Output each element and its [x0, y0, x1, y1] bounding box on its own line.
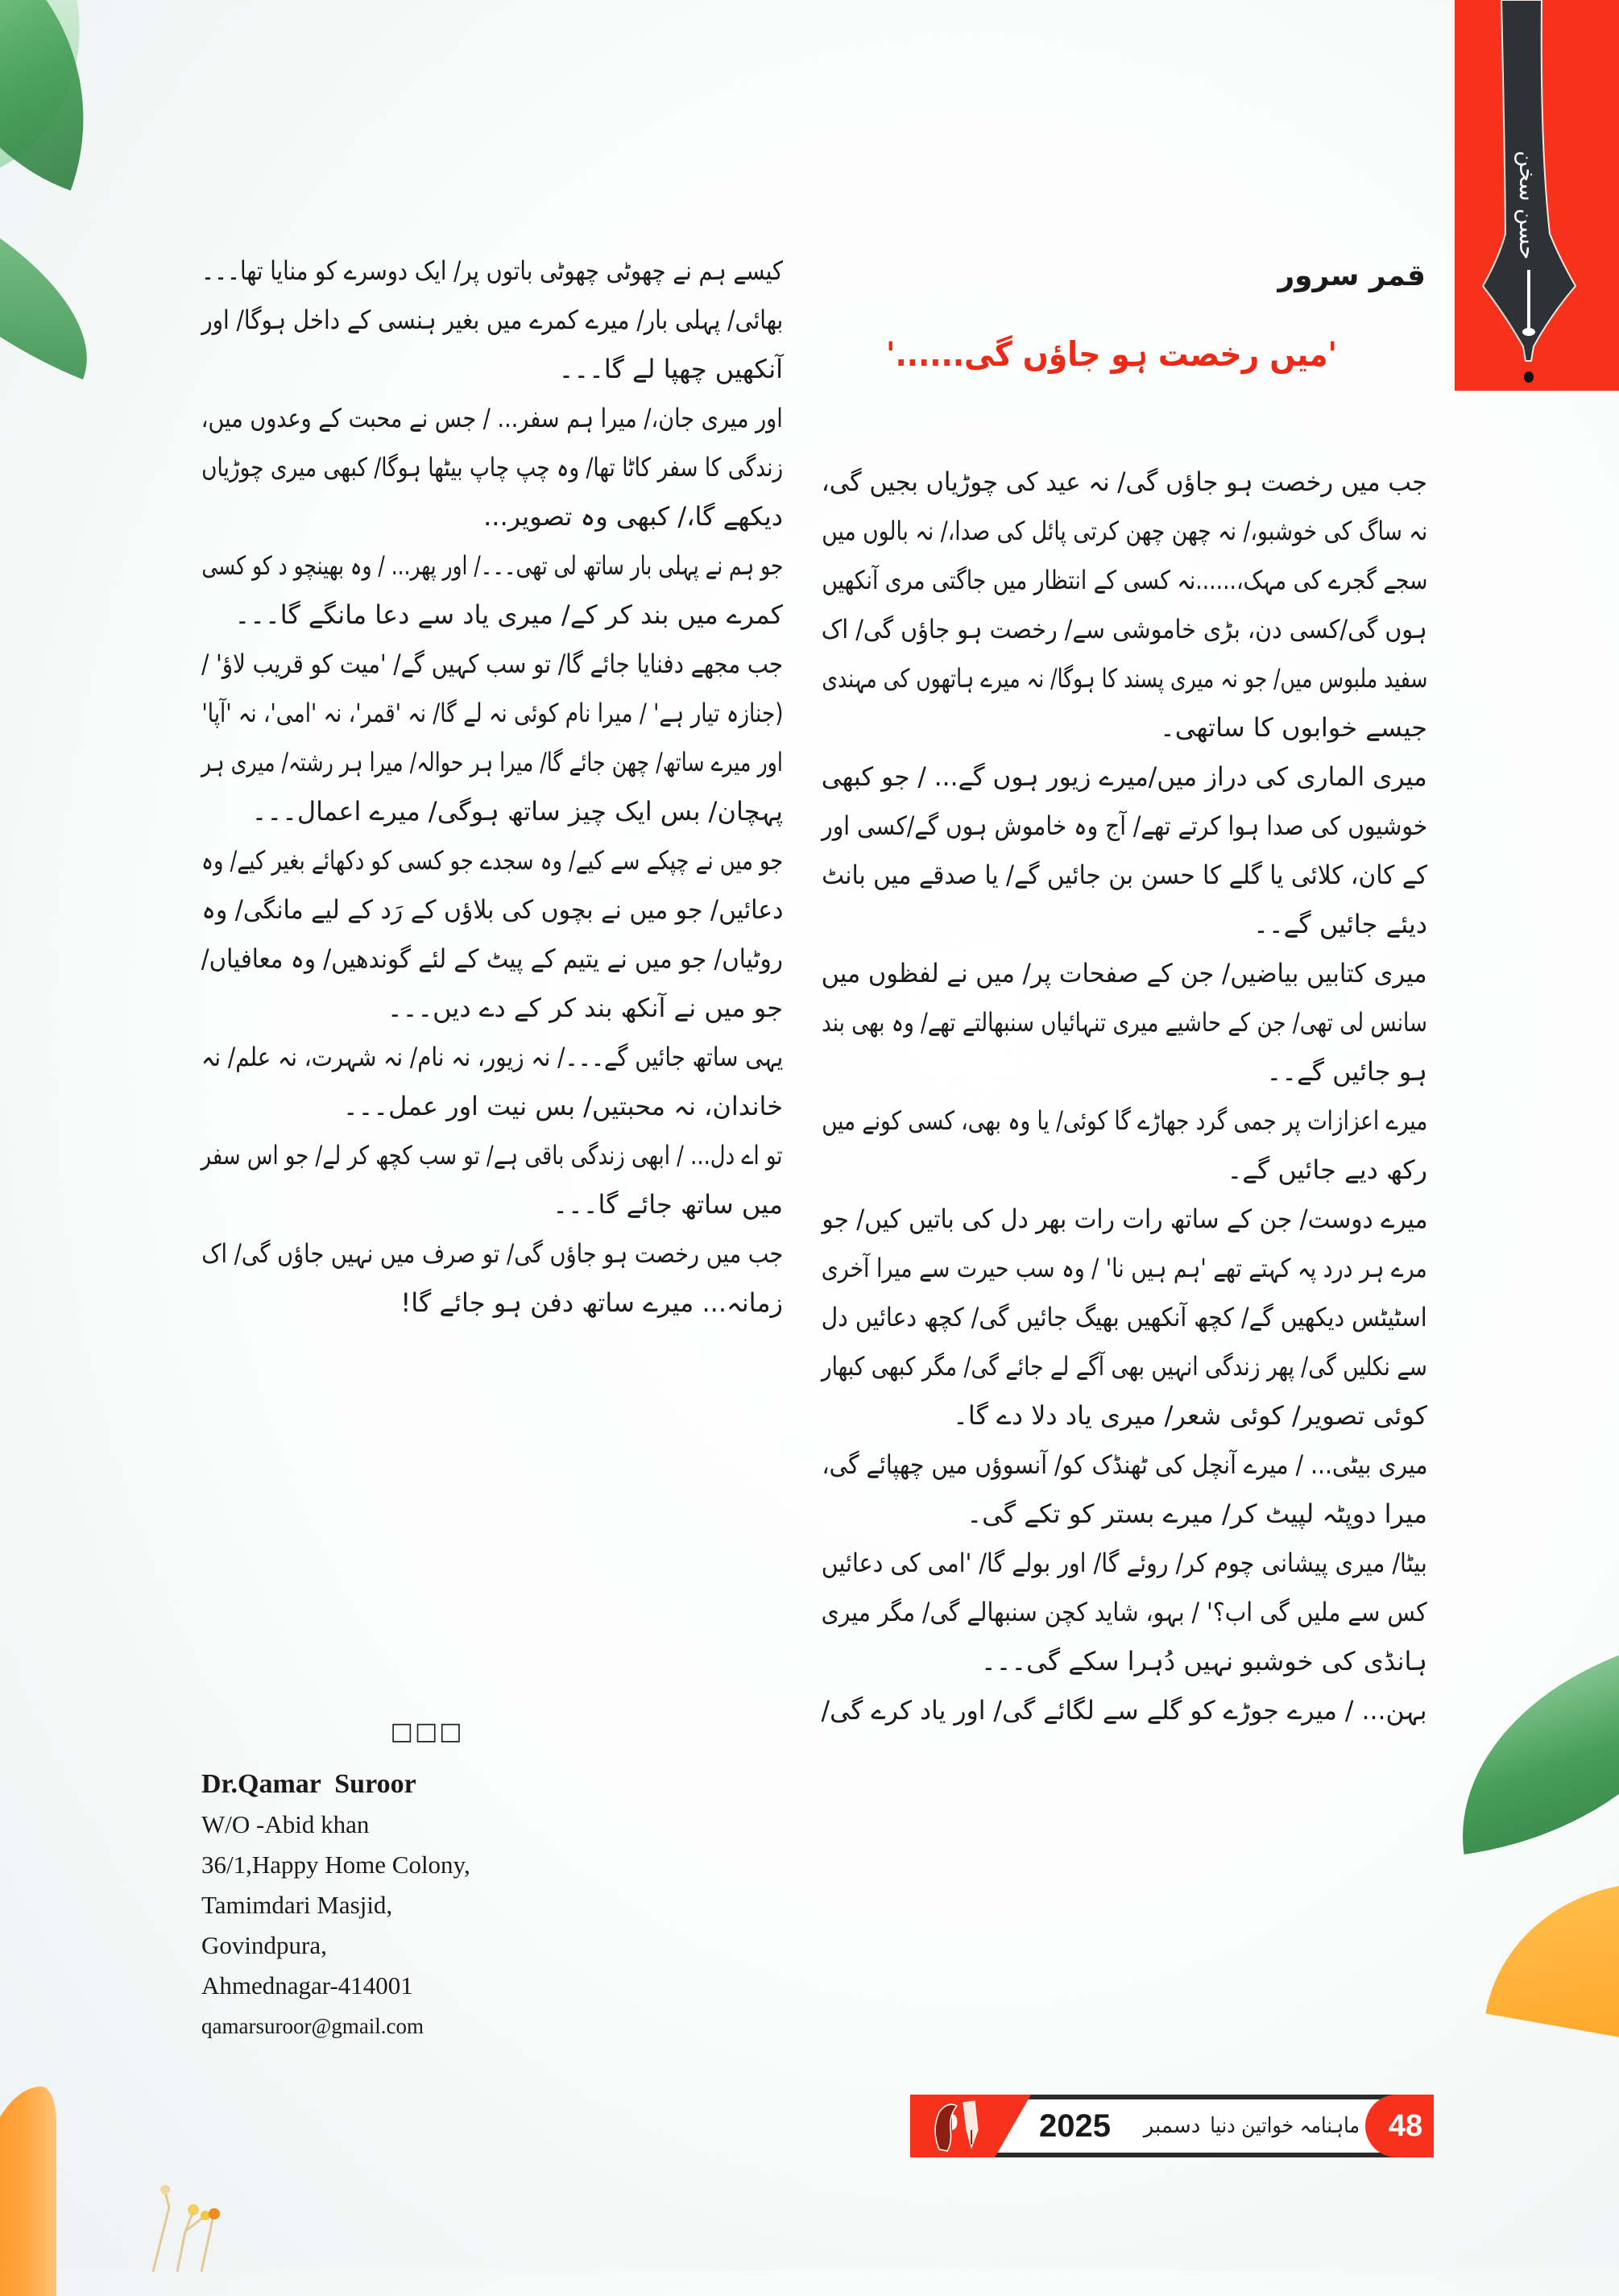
poem-line: [201, 394, 783, 443]
poem-line-text: کمرے میں بند کر کے/ میری یاد سے دعا مانگے گا۔۔۔: [234, 599, 783, 630]
poem-line-text: بہن... / میرے جوڑے کو گلے سے لگائے گی/ اور یاد کرے گی/: [822, 1695, 1427, 1726]
poem-line: [822, 900, 1427, 949]
end-separator: □□□: [390, 1718, 464, 1746]
poem-line-text: جو میں نے آنکھ بند کر کے دے دیں۔۔۔: [387, 993, 783, 1023]
poem-line-text: سانس لی تھی/ جن کے حاشیے میری تنہائیاں سنبھالتے تھے/ وہ بھی بند: [822, 1007, 1427, 1038]
poem-line-text: (جنازہ تیار ہے' / میرا نام کوئی نہ لے گا/ نہ 'قمر'، نہ 'امی'، نہ 'آپا': [201, 698, 783, 728]
poem-line-text: سجے گجرے کی مہک،......نہ کسی کے انتظار میں جاگتی مری آنکھیں: [822, 565, 1427, 595]
poem-line-text: خاندان، نہ محبتیں/ بس نیت اور عمل۔۔۔: [342, 1091, 783, 1121]
author-address: [201, 1764, 620, 2046]
address-line: W/O -Abid khan: [201, 1810, 370, 1838]
poem-line-text: آنکھیں چھپا لے گا۔۔۔: [558, 354, 783, 384]
poem-line: [822, 507, 1427, 556]
text-column-right: [822, 458, 1427, 1735]
poem-line: [822, 703, 1427, 752]
poem-line-text: ہوں گی/کسی دن، بڑی خاموشی سے/ رخصت ہو جاؤں گی/ اک: [822, 614, 1427, 644]
poem-line: [822, 654, 1427, 703]
author-email-link[interactable]: qamarsuroor@gmail.com: [201, 2014, 424, 2038]
petal-decoration-icon: [0, 2087, 56, 2296]
poem-line-text: رکھ دیے جائیں گے۔: [1227, 1154, 1427, 1185]
poem-line-text: سفید ملبوس میں/ جو نہ میری پسند کا ہوگا/ نہ میرے ہاتھوں کی مہندی: [822, 663, 1427, 694]
poem-line-text: جو میں نے چپکے سے کیے/ وہ سجدے جو کسی کو دکھائے بغیر کیے/ وہ: [201, 845, 783, 876]
address-line: Ahmednagar-414001: [201, 1971, 413, 2000]
poem-line-text: جب مجھے دفنایا جائے گا/ تو سب کہیں گے/ 'میت کو قریب لاؤ' /: [201, 649, 783, 679]
poem-line: [822, 1096, 1427, 1146]
poem-line-text: دیئے جائیں گے۔۔: [1253, 909, 1427, 939]
poem-line-text: جب میں رخصت ہو جاؤں گی/ تو صرف میں نہیں جاؤں گی/ اک: [201, 1238, 783, 1269]
poem-line: [201, 345, 783, 394]
magazine-title: ماہنامہ خواتین دنیا: [1210, 2114, 1360, 2138]
poem-line-text: جیسے خوابوں کا ساتھی۔: [1159, 712, 1427, 743]
poem-line-text: زندگی کا سفر کاٹا تھا/ وہ چپ چاپ بیٹھا ہوگا/ کبھی میری چوڑیاں: [201, 452, 783, 483]
poem-line: [201, 1229, 783, 1279]
poem-line-text: کے کان، کلائی یا گلے کا حسن بن جائیں گے/ یا صدقے میں بانٹ: [822, 860, 1427, 890]
poem-line: [201, 689, 783, 738]
poem-line-text: کیسے ہم نے چھوٹی چھوٹی باتوں پر/ ایک دوسرے کو منایا تھا۔۔۔: [201, 255, 783, 286]
poem-line: [201, 787, 783, 836]
poem-line: [822, 1637, 1427, 1686]
poem-line-text: تو اے دل... / ابھی زندگی باقی ہے/ تو سب کچھ کر لے/ جو اس سفر: [201, 1140, 783, 1171]
issue-year: 2025: [1039, 2108, 1111, 2144]
leaf-decoration-icon: [0, 0, 115, 177]
issue-month: دسمبر: [1143, 2114, 1201, 2138]
poem-line-text: اسٹیٹس دیکھیں گے/ کچھ آنکھیں بھیگ جائیں گی/ کچھ دعائیں دل: [821, 1302, 1427, 1332]
poem-line-text: ہانڈی کی خوشبو نہیں دُہرا سکے گی۔۔۔: [980, 1646, 1427, 1676]
poem-line: [201, 1180, 783, 1229]
poem-line: [201, 640, 783, 689]
poem-line-text: اور میرے ساتھ/ چھن جائے گا/ میرا ہر حوالہ/ میرا ہر رشتہ/ میری ہر: [201, 747, 783, 777]
poem-line-text: دیکھے گا،/ کبھی وہ تصویر...: [483, 501, 783, 532]
poem-line: [822, 802, 1427, 851]
poem-line: [201, 296, 783, 345]
poem-line: [822, 998, 1427, 1047]
poem-line-text: نہ ساگ کی خوشبو،/ نہ چھن چھن کرتی پائل کی صدا،/ نہ بالوں میں: [821, 516, 1427, 546]
poem-line-text: میری الماری کی دراز میں/میرے زیور ہوں گے... / جو کبھی: [821, 761, 1427, 792]
poem-line: [201, 1131, 783, 1180]
poem-line-text: یہی ساتھ جائیں گے۔۔۔/ نہ زیور، نہ نام/ نہ شہرت، نہ علم/ نہ: [201, 1042, 783, 1072]
address-line: Govindpura,: [201, 1931, 327, 1959]
poem-line: [822, 851, 1427, 900]
author-name: قمر سرور: [1277, 259, 1426, 292]
poem-line: [822, 1539, 1427, 1588]
poem-line: [822, 949, 1427, 998]
poem-line: [822, 556, 1427, 605]
poem-line: [822, 1342, 1427, 1391]
poem-line-text: بیٹا/ میری پیشانی چوم کر/ روئے گا/ اور بولے گا/ 'امی کی دعائیں: [822, 1548, 1427, 1578]
poem-line-text: میرے اعزازات پر جمی گرد جھاڑے گا کوئی/ یا وہ بھی، کسی کونے میں: [821, 1105, 1427, 1136]
text-column-left: [201, 247, 783, 1328]
poem-line: [822, 1293, 1427, 1342]
poem-line: [822, 1391, 1427, 1440]
poem-line: [822, 1490, 1427, 1539]
poem-line-text: اور میری جان،/ میرا ہم سفر... / جس نے محبت کے وعدوں میں،: [201, 403, 783, 433]
address-line: 36/1,Happy Home Colony,: [201, 1850, 470, 1879]
poem-line: [822, 752, 1427, 802]
poem-line-text: زمانہ... میرے ساتھ دفن ہو جائے گا!: [400, 1287, 783, 1318]
poem-line: [201, 492, 783, 541]
poem-line: [201, 1033, 783, 1082]
petal-decoration-icon: [1485, 1855, 1619, 2044]
poem-line: [201, 1082, 783, 1131]
poem-line-text: میرا دوپٹہ لپیٹ کر/ میرے بستر کو تکے گی۔: [967, 1498, 1427, 1529]
poem-line: [201, 591, 783, 640]
poem-line-text: جو ہم نے پہلی بار ساتھ لی تھی۔۔۔/ اور پھر... / وہ بھینچو د کو کسی: [201, 550, 783, 581]
poem-line: [822, 1686, 1427, 1735]
poem-line-text: کس سے ملیں گی اب؟' / بہو، شاید کچن سنبھالے گی/ مگر میری: [821, 1597, 1427, 1627]
poem-line-text: کوئی تصویر/ کوئی شعر/ میری یاد دلا دے گا۔: [953, 1400, 1427, 1431]
poem-line-text: پہچان/ بس ایک چیز ساتھ ہوگی/ میرے اعمال۔۔۔: [251, 796, 783, 827]
page-number: 48: [1388, 2109, 1423, 2143]
poem-line: [201, 935, 783, 984]
poem-line: [201, 836, 783, 885]
poem-line: [822, 1047, 1427, 1096]
poem-line-text: ہو جائیں گے۔۔: [1266, 1056, 1427, 1087]
poem-line: [822, 1195, 1427, 1244]
poem-line-text: میری کتابیں بیاضیں/ جن کے صفحات پر/ میں نے لفظوں میں: [821, 958, 1427, 988]
poem-line: [822, 1440, 1427, 1490]
poem-line-text: سے نکلیں گی/ پھر زندگی انہیں بھی آگے لے جائے گی/ مگر کبھی کبھار: [822, 1351, 1427, 1382]
page-footer: [910, 2095, 1434, 2157]
poem-line-text: روٹیاں/ جو میں نے یتیم کے پیٹ کے لئے گوندھیں/ وہ معافیاں/: [201, 943, 783, 974]
poem-line: [822, 1588, 1427, 1637]
poem-line-text: خوشیوں کی صدا ہوا کرتے تھے/ آج وہ خاموش ہوں گے/کسی اور: [821, 810, 1427, 841]
address-line: Tamimdari Masjid,: [201, 1891, 393, 1919]
poem-line: [201, 738, 783, 787]
poem-line: [822, 1244, 1427, 1293]
poem-line-text: مرے ہر درد پہ کہتے تھے 'ہم ہیں نا' / وہ سب حیرت سے میرا آخری: [822, 1253, 1427, 1283]
poem-line: [201, 1279, 783, 1328]
leaf-decoration-icon: [0, 0, 143, 191]
poem-line: [201, 885, 783, 935]
poem-line-text: بھائی/ پہلی بار/ میرے کمرے میں بغیر ہنسی کے داخل ہوگا/ اور: [201, 305, 783, 335]
flower-twig-icon: [121, 2159, 234, 2272]
article-title: 'میں رخصت ہو جاؤں گی......': [885, 334, 1337, 374]
section-label: حسن سخن: [1514, 151, 1541, 260]
poem-line-text: دعائیں/ جو میں نے بچوں کی بلاؤں کے رَد کے لیے مانگی/ وہ: [201, 894, 783, 925]
poem-line-text: میں ساتھ جائے گا۔۔۔: [553, 1189, 783, 1220]
woman-with-pen-icon: [925, 2098, 997, 2154]
poem-line: [201, 247, 783, 296]
poem-line: [201, 541, 783, 591]
poem-line-text: جب میں رخصت ہو جاؤں گی/ نہ عید کی چوڑیاں بجیں گی،: [821, 466, 1427, 497]
author-name-english: Dr.Qamar Suroor: [201, 1769, 416, 1799]
leaf-decoration-icon: [1439, 1634, 1619, 1855]
poem-line: [822, 458, 1427, 507]
poem-line: [822, 605, 1427, 654]
poem-line: [822, 1146, 1427, 1195]
poem-line: [201, 984, 783, 1033]
poem-line: [201, 443, 783, 492]
poem-line-text: میرے دوست/ جن کے ساتھ رات رات بھر دل کی باتیں کیں/ جو: [821, 1204, 1427, 1234]
poem-line-text: میری بیٹی... / میرے آنچل کی ٹھنڈک کو/ آنسوؤں میں چھپائے گی،: [821, 1449, 1427, 1480]
